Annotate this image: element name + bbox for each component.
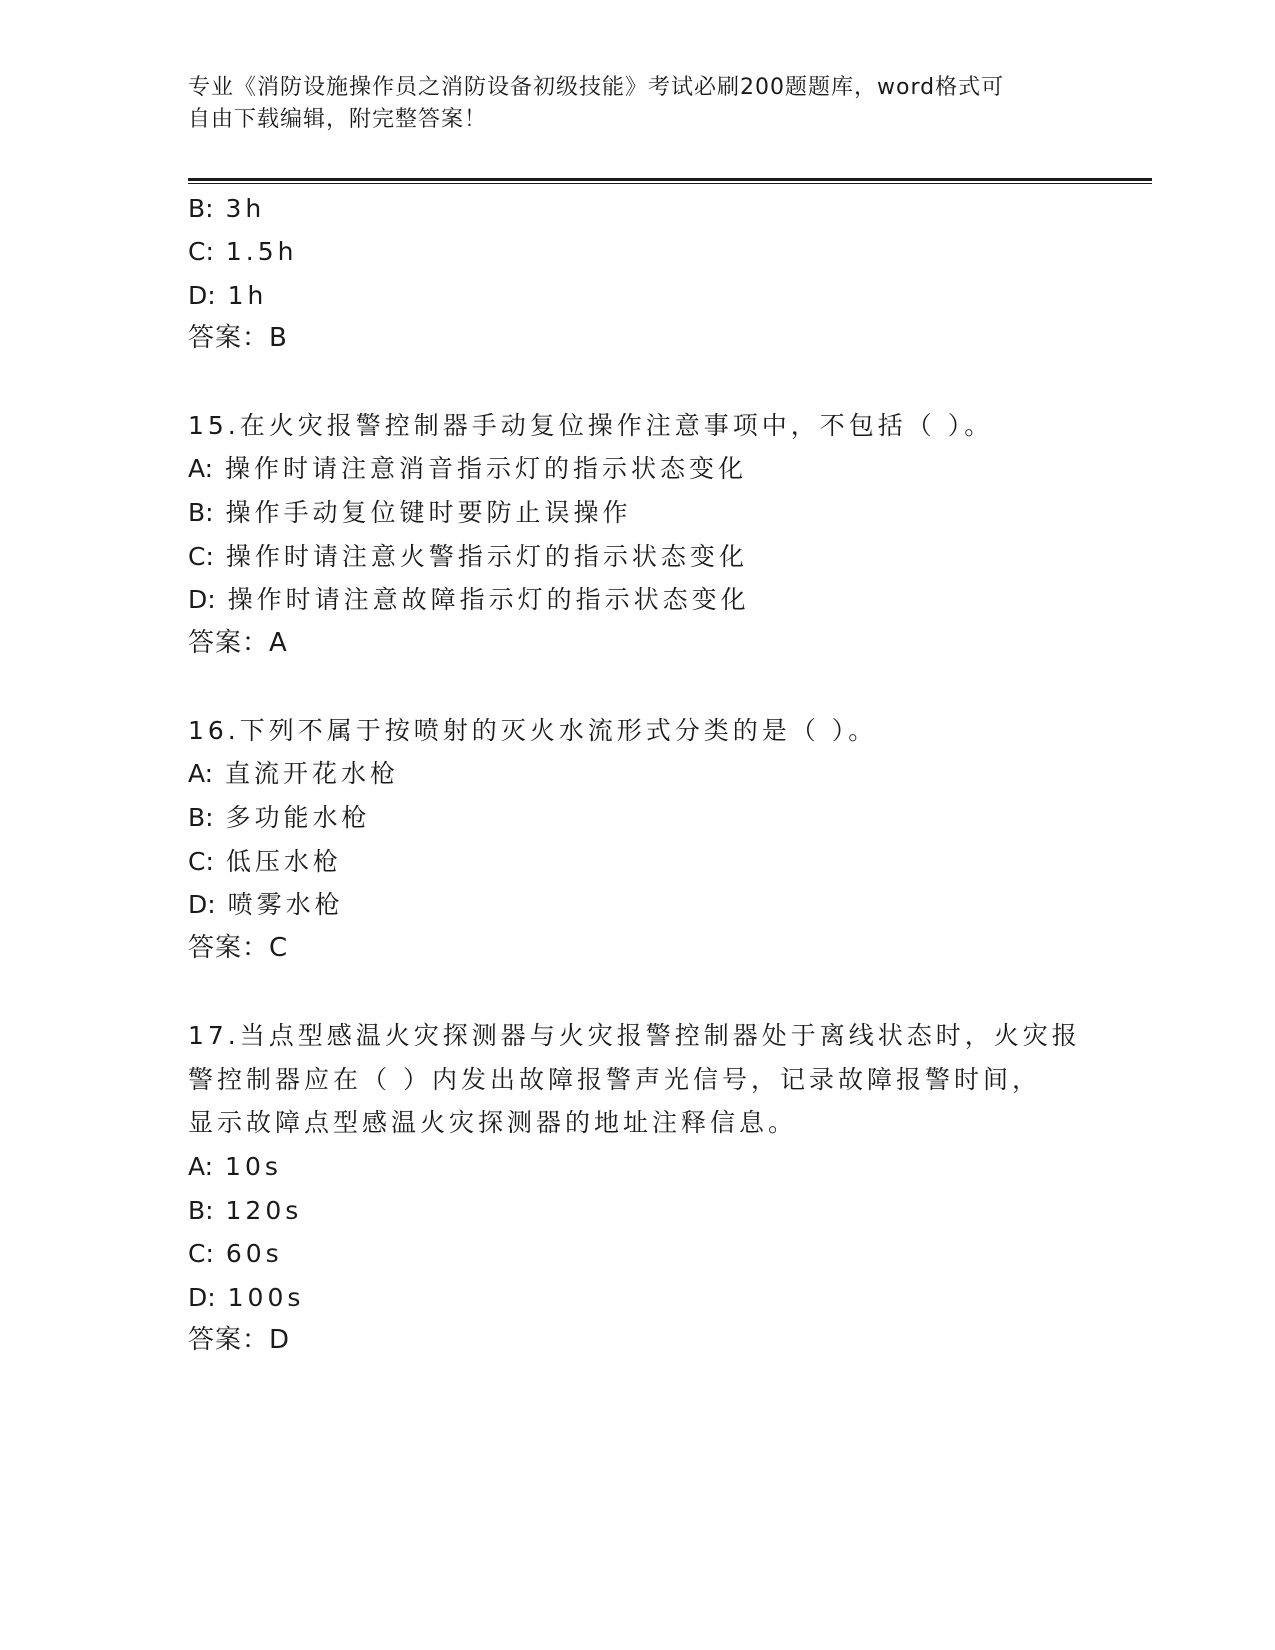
answer-line: 答案：D (188, 1325, 291, 1355)
question-stem-continued: 警控制器应在（ ）内发出故障报警声光信号，记录故障报警时间， (188, 1065, 1041, 1094)
option-d (188, 889, 344, 921)
option-label: C: (188, 1239, 214, 1268)
option-label: C: (188, 542, 214, 571)
answer-line: 答案：C (188, 933, 289, 963)
option-text: 60s (225, 1239, 283, 1268)
option-label: D: (188, 1283, 216, 1312)
option-text: 120s (225, 1196, 303, 1225)
option-c (188, 1238, 283, 1270)
question-stem: 16.下列不属于按喷射的灭火水流形式分类的是（ ）。 (188, 716, 878, 745)
option-label: A: (188, 454, 214, 483)
option-b (188, 497, 632, 529)
option-label: A: (188, 759, 214, 788)
option-label: D: (188, 890, 216, 919)
option-text: 喷雾水枪 (227, 890, 344, 919)
option-label: D: (188, 281, 216, 310)
option-text: 操作时请注意故障指示灯的指示状态变化 (227, 585, 750, 614)
option-label: C: (188, 847, 214, 876)
option-a (188, 1151, 282, 1183)
option-text: 直流开花水枪 (225, 759, 400, 788)
header-line-2: 自由下载编辑，附完整答案！ (188, 107, 488, 132)
option-b (188, 1195, 302, 1227)
option-label: D: (188, 585, 216, 614)
option-label: B: (188, 194, 214, 223)
option-label: B: (188, 803, 214, 832)
option-d (188, 584, 750, 616)
option-text: 多功能水枪 (225, 803, 371, 832)
header-rule-thin (188, 183, 1152, 184)
option-label: B: (188, 498, 214, 527)
option-d (188, 1282, 304, 1314)
option-text: 1.5h (225, 237, 298, 266)
header-line-1: 专业《消防设施操作员之消防设备初级技能》考试必刷200题题库，word格式可 (188, 75, 1005, 100)
option-text: 100s (227, 1283, 305, 1312)
option-c (188, 236, 297, 268)
option-text: 3h (225, 194, 266, 223)
option-label: C: (188, 237, 214, 266)
question-stem: 17.当点型感温火灾探测器与火灾报警控制器处于离线状态时，火灾报 (188, 1021, 1081, 1050)
option-text: 操作手动复位键时要防止误操作 (225, 498, 632, 527)
option-c (188, 541, 748, 573)
option-label: B: (188, 1196, 214, 1225)
question-stem-continued: 显示故障点型感温火灾探测器的地址注释信息。 (188, 1108, 798, 1137)
option-text: 操作时请注意火警指示灯的指示状态变化 (225, 542, 748, 571)
option-label: A: (188, 1152, 214, 1181)
question-stem: 15.在火灾报警控制器手动复位操作注意事项中，不包括（ ）。 (188, 411, 994, 440)
option-b (188, 193, 265, 225)
option-text: 低压水枪 (225, 847, 342, 876)
option-a (188, 758, 399, 790)
answer-line: 答案：B (188, 323, 288, 353)
document-header (188, 72, 1068, 136)
option-text: 10s (225, 1152, 282, 1181)
header-rule-thick (188, 178, 1152, 181)
option-c (188, 846, 342, 878)
option-d (188, 280, 267, 312)
answer-line: 答案：A (188, 628, 288, 658)
option-a (188, 453, 747, 485)
option-b (188, 802, 371, 834)
option-text: 1h (227, 281, 268, 310)
option-text: 操作时请注意消音指示灯的指示状态变化 (225, 454, 748, 483)
